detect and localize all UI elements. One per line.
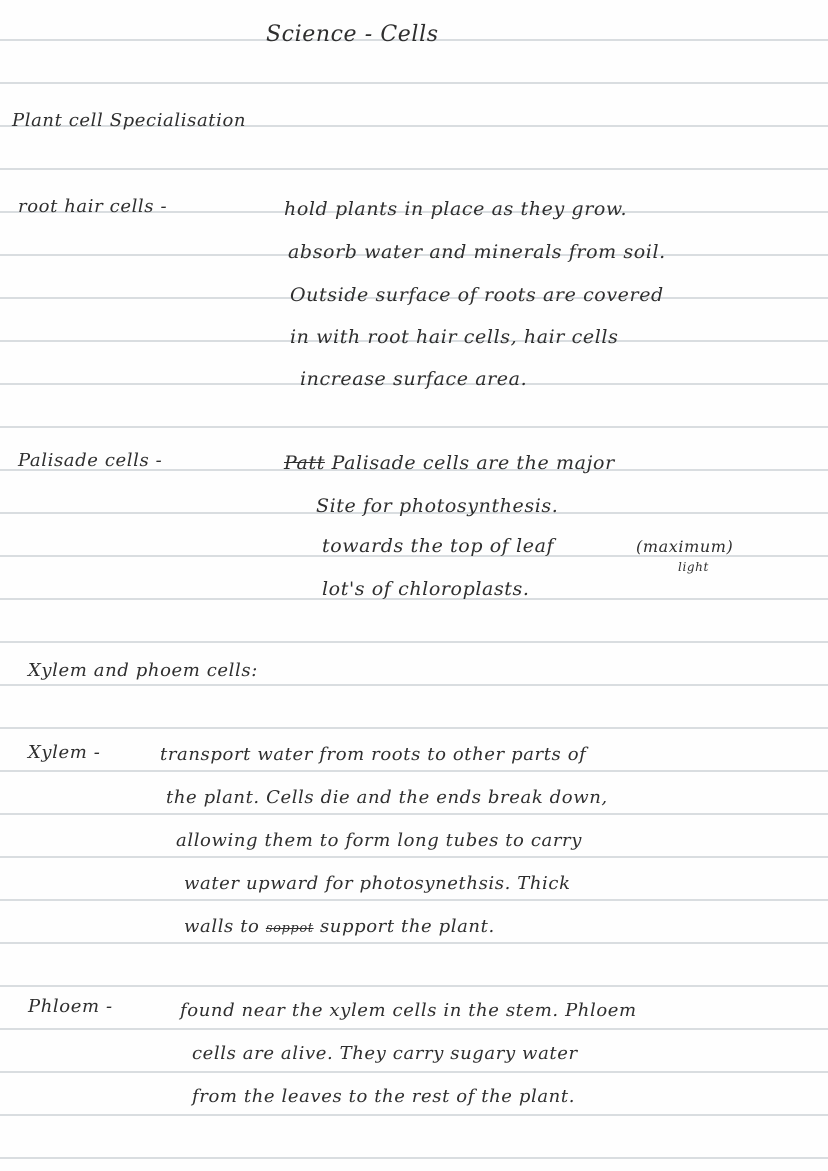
plant-specialisation-heading: Plant cell Specialisation (12, 110, 247, 131)
xylem-phloem-heading: Xylem and phoem cells: (28, 660, 258, 681)
root-hair-line-1: hold plants in place as they grow. (284, 198, 628, 220)
palisade-line-2: Site for photosynthesis. (316, 495, 559, 517)
root-hair-line-3: Outside surface of roots are covered (290, 284, 664, 306)
xylem-label: Xylem - (28, 742, 101, 763)
root-hair-line-4: in with root hair cells, hair cells (290, 326, 619, 348)
palisade-line-4: lot's of chloroplasts. (322, 578, 530, 600)
palisade-line-3: towards the top of leaf (322, 535, 555, 557)
xylem-line-5-start: walls to (184, 916, 260, 937)
phloem-label: Phloem - (28, 996, 113, 1017)
phloem-line-2: cells are alive. They carry sugary water (192, 1043, 578, 1064)
phloem-line-1: found near the xylem cells in the stem. Phloem (180, 1000, 637, 1021)
xylem-line-2: the plant. Cells die and the ends break down, (166, 787, 608, 808)
palisade-crossed-word: Patt (284, 452, 325, 474)
root-hair-line-5: increase surface area. (300, 368, 528, 390)
page-title: Science - Cells (266, 22, 439, 47)
palisade-line-1 (284, 452, 615, 474)
root-hair-label: root hair cells - (18, 196, 168, 217)
palisade-light-note: light (678, 560, 709, 574)
xylem-line-1: transport water from roots to other parts of (160, 744, 587, 765)
xylem-line-5 (184, 916, 495, 937)
phloem-line-3: from the leaves to the rest of the plant. (192, 1086, 576, 1107)
xylem-line-4: water upward for photosynethsis. Thick (184, 873, 571, 894)
palisade-label: Palisade cells - (18, 450, 163, 471)
root-hair-line-2: absorb water and minerals from soil. (288, 241, 666, 263)
xylem-line-5-end: support the plant. (319, 916, 495, 937)
palisade-line-1-text: Palisade cells are the major (331, 452, 615, 474)
palisade-maximum-note: (maximum) (636, 537, 734, 556)
xylem-line-3: allowing them to form long tubes to carry (176, 830, 583, 851)
xylem-crossed-word: soppot (265, 921, 314, 936)
